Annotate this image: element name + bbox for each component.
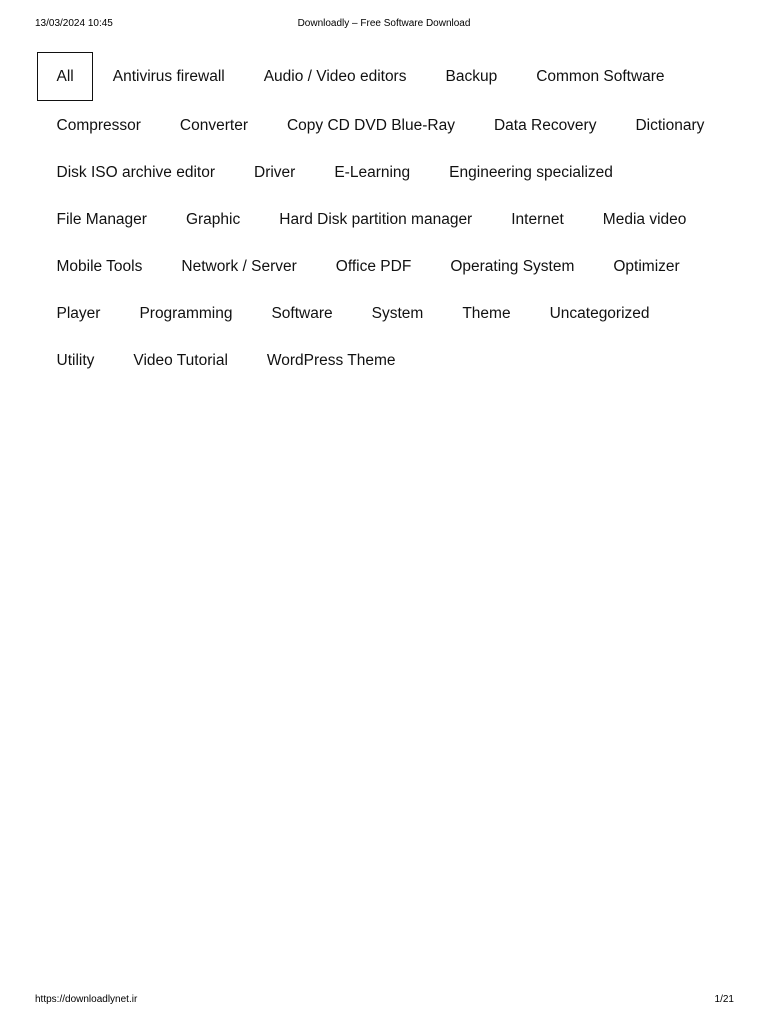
filter-row [37,148,737,195]
filter-row [37,195,737,242]
filter-all[interactable]: All [37,52,93,101]
filter-operating-system[interactable]: Operating System [450,258,575,275]
filter-row [37,242,737,289]
filter-office-pdf[interactable]: Office PDF [335,258,412,275]
filter-converter[interactable]: Converter [179,117,248,134]
filter-network-server[interactable]: Network / Server [181,258,297,275]
filter-media-video[interactable]: Media video [602,211,687,228]
filter-uncategorized[interactable]: Uncategorized [549,305,650,322]
filter-audio-video-editors[interactable]: Audio / Video editors [263,68,407,85]
print-page-number: 1/21 [714,994,734,1005]
filter-programming[interactable]: Programming [139,305,233,322]
category-filter-bar [37,52,737,383]
filter-e-learning[interactable]: E-Learning [334,164,411,181]
filter-disk-iso-archive-editor[interactable]: Disk ISO archive editor [56,164,215,181]
print-header [35,17,733,31]
filter-utility[interactable]: Utility [56,352,95,369]
print-footer [35,993,734,1007]
filter-wordpress-theme[interactable]: WordPress Theme [266,352,396,369]
filter-engineering-specialized[interactable]: Engineering specialized [449,164,613,181]
filter-file-manager[interactable]: File Manager [56,211,147,228]
filter-driver[interactable]: Driver [254,164,296,181]
filter-row [37,52,737,101]
filter-theme[interactable]: Theme [462,305,511,322]
filter-graphic[interactable]: Graphic [185,211,241,228]
filter-dictionary[interactable]: Dictionary [635,117,705,134]
print-url: https://downloadlynet.ir [35,994,138,1005]
filter-compressor[interactable]: Compressor [56,117,141,134]
filter-copy-cd-dvd-blue-ray[interactable]: Copy CD DVD Blue-Ray [286,117,455,134]
filter-row [37,336,737,383]
filter-data-recovery[interactable]: Data Recovery [493,117,597,134]
filter-hard-disk-partition-manager[interactable]: Hard Disk partition manager [279,211,473,228]
filter-player[interactable]: Player [56,305,101,322]
print-datetime: 13/03/2024 10:45 [35,18,113,29]
filter-row [37,289,737,336]
filter-antivirus-firewall[interactable]: Antivirus firewall [112,68,225,85]
filter-software[interactable]: Software [271,305,333,322]
filter-optimizer[interactable]: Optimizer [613,258,680,275]
filter-mobile-tools[interactable]: Mobile Tools [56,258,143,275]
filter-internet[interactable]: Internet [511,211,564,228]
filter-video-tutorial[interactable]: Video Tutorial [133,352,228,369]
filter-common-software[interactable]: Common Software [536,68,665,85]
filter-system[interactable]: System [371,305,424,322]
print-page-title: Downloadly – Free Software Download [297,18,471,29]
filter-backup[interactable]: Backup [445,68,498,85]
filter-row [37,101,737,148]
